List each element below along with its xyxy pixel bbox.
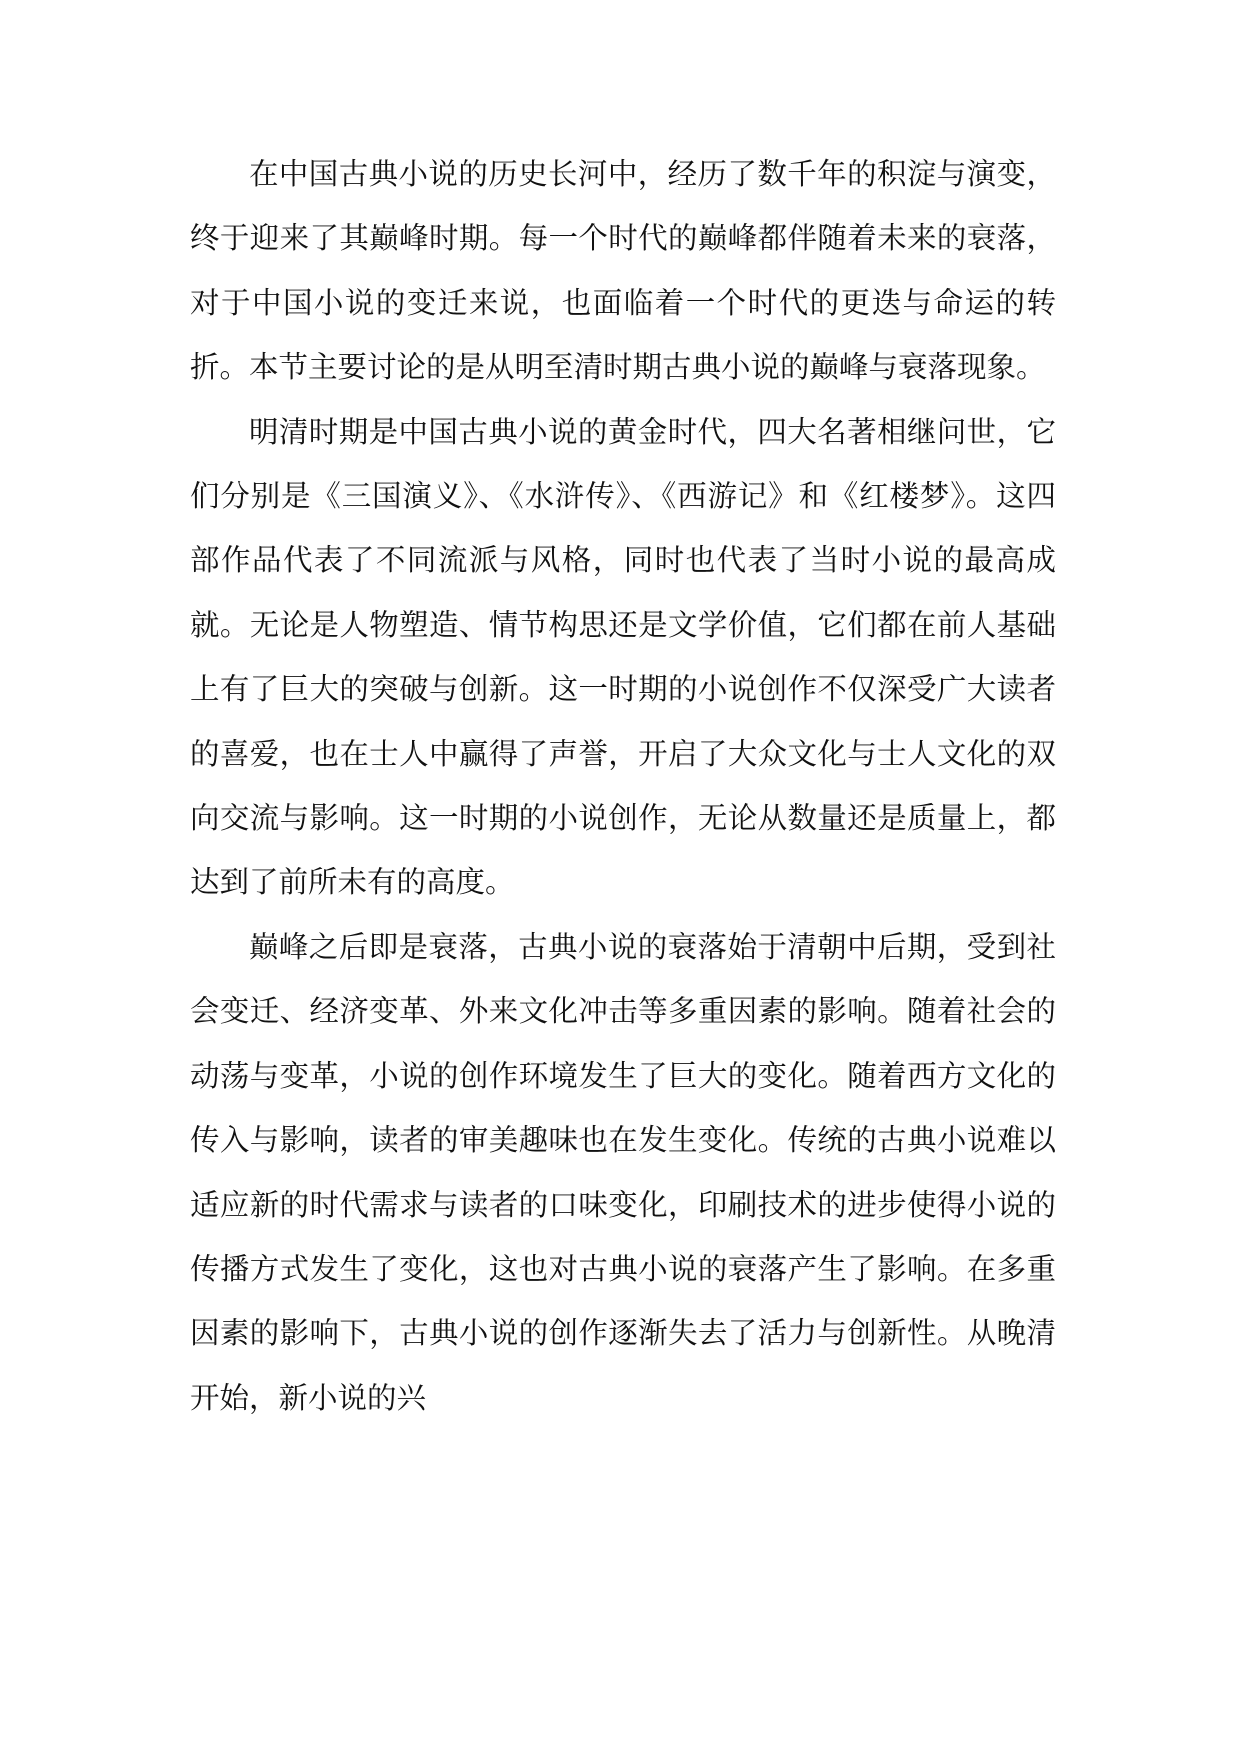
document-body — [190, 142, 1056, 1430]
paragraph-1: 在中国古典小说的历史长河中，经历了数千年的积淀与演变，终于迎来了其巅峰时期。每一个时代的巅峰都伴随着未来的衰落，对于中国小说的变迁来说，也面临着一个时代的更迭与命运的转折。本节主要讨论的是从明至清时期古典小说的巅峰与衰落现象。 — [190, 157, 1056, 385]
paragraph-2: 明清时期是中国古典小说的黄金时代，四大名著相继问世，它们分别是《三国演义》、《水浒传》、《西游记》和《红楼梦》。这四部作品代表了不同流派与风格，同时也代表了当时小说的最高成就。无论是人物塑造、情节构思还是文学价值，它们都在前人基础上有了巨大的突破与创新。这一时期的小说创作不仅深受广大读者的喜爱，也在士人中赢得了声誉，开启了大众文化与士人文化的双向交流与影响。这一时期的小说创作，无论从数量还是质量上，都达到了前所未有的高度。 — [190, 414, 1056, 900]
paragraph-3: 巅峰之后即是衰落，古典小说的衰落始于清朝中后期，受到社会变迁、经济变革、外来文化冲击等多重因素的影响。随着社会的动荡与变革，小说的创作环境发生了巨大的变化。随着西方文化的传入与影响，读者的审美趣味也在发生变化。传统的古典小说难以适应新的时代需求与读者的口味变化，印刷技术的进步使得小说的传播方式发生了变化，这也对古典小说的衰落产生了影响。在多重因素的影响下，古典小说的创作逐渐失去了活力与创新性。从晚清开始，新小说的兴 — [190, 929, 1056, 1415]
